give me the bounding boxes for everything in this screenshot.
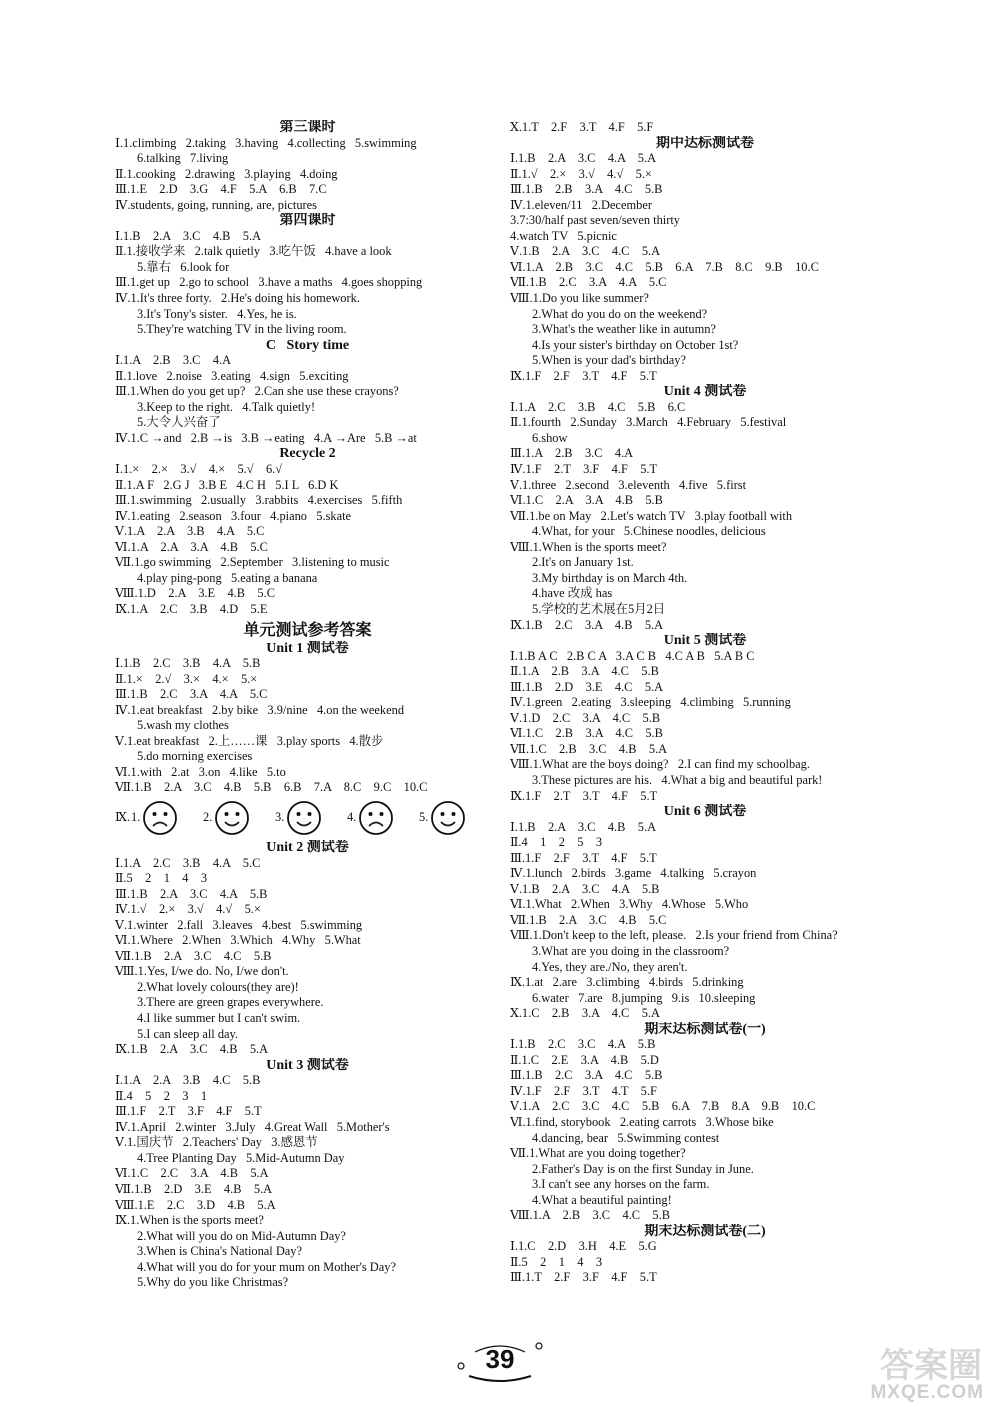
- faces-row: [115, 796, 500, 840]
- answer-line: Ⅴ.1.D 2.C 3.A 4.C 5.B: [510, 710, 661, 725]
- answer-line: Ⅳ.1.eleven/11 2.December: [510, 197, 652, 212]
- answer-line: Ⅲ.1.A 2.B 3.C 4.A: [510, 446, 634, 461]
- section-heading: C Story time: [265, 337, 350, 353]
- section-heading: 单元测试参考答案: [243, 621, 372, 639]
- happy-face-icon: [286, 800, 322, 836]
- page-number: [455, 1338, 545, 1386]
- answer-line: Ⅲ.1.T 2.F 3.F 4.F 5.T: [510, 1270, 657, 1285]
- answer-line: Ⅳ.students, going, running, are, pictures: [115, 197, 317, 212]
- answer-line: 5.When is your dad's birthday?: [532, 353, 686, 368]
- answer-line: Ⅵ.1.C 2.C 3.A 4.B 5.A: [115, 1166, 269, 1181]
- section-heading: Unit 6 测试卷: [663, 804, 747, 820]
- answer-line: Ⅰ.1.B 2.C 3.B 4.A 5.B: [115, 656, 261, 671]
- answer-line: Ⅳ.1.√ 2.× 3.√ 4.√ 5.×: [115, 902, 261, 917]
- answer-line: Ⅷ.1.Don't keep to the left, please. 2.Is your friend from China?: [510, 928, 838, 943]
- answer-line: 3.What's the weather like in autumn?: [532, 322, 716, 337]
- answer-line: Ⅰ.1.C 2.D 3.H 4.E 5.G: [510, 1239, 657, 1254]
- answer-line: Ⅳ.1.C →and 2.B →is 3.B →eating 4.A →Are 5.B →at: [115, 430, 417, 445]
- answer-line: Ⅴ.1.winter 2.fall 3.leaves 4.best 5.swimming: [115, 917, 363, 932]
- answer-line: Ⅵ.1.C 2.A 3.A 4.B 5.B: [510, 493, 663, 508]
- face-label: 1.: [131, 810, 141, 825]
- face-answer: [275, 800, 322, 836]
- answer-line: Ⅳ.1.lunch 2.birds 3.game 4.talking 5.crayon: [510, 866, 757, 881]
- answer-line: Ⅶ.1.What are you doing together?: [510, 1146, 686, 1161]
- answer-line: Ⅲ.1.B 2.C 3.A 4.A 5.C: [115, 687, 268, 702]
- answer-line: 2.It's on January 1st.: [532, 555, 634, 570]
- answer-line: Ⅶ.1.go swimming 2.September 3.listening to music: [115, 555, 390, 570]
- sad-face-icon: [142, 800, 178, 836]
- answer-line: Ⅲ.1.swimming 2.usually 3.rabbits 4.exercises 5.fifth: [115, 493, 403, 508]
- answer-line: Ⅶ.1.B 2.A 3.C 4.B 5.C: [510, 912, 667, 927]
- answer-line: Ⅸ.1.F 2.F 3.T 4.F 5.T: [510, 368, 657, 383]
- answer-line: 4.What will you do for your mum on Mother's Day?: [137, 1259, 396, 1274]
- answer-line: Ⅳ.1.April 2.winter 3.July 4.Great Wall 5.Mother's: [115, 1119, 390, 1134]
- faces-row-label: Ⅸ.: [115, 809, 131, 824]
- answer-line: Ⅴ.1.国庆节 2.Teachers' Day 3.感恩节: [115, 1135, 318, 1150]
- answer-line: Ⅰ.1.B A C 2.B C A 3.A C B 4.C A B 5.A B C: [510, 648, 755, 663]
- answer-line: Ⅱ.4 5 2 3 1: [115, 1088, 208, 1103]
- answer-line: Ⅲ.1.B 2.C 3.A 4.C 5.B: [510, 1068, 663, 1083]
- answer-line: Ⅴ.1.B 2.A 3.C 4.A 5.B: [510, 881, 660, 896]
- answer-line: Ⅹ.1.C 2.B 3.A 4.C 5.A: [510, 1006, 660, 1021]
- answer-line: Ⅴ.1.A 2.A 3.B 4.A 5.C: [115, 524, 265, 539]
- answer-line: 4.play ping-pong 5.eating a banana: [137, 570, 318, 585]
- answer-line: 3.My birthday is on March 4th.: [532, 570, 688, 585]
- answer-line: Ⅰ.1.A 2.B 3.C 4.A: [115, 353, 232, 368]
- answer-line: 4.watch TV 5.picnic: [510, 228, 617, 243]
- watermark-logo: 答案圈: [880, 1346, 982, 1386]
- answer-line: Ⅰ.1.A 2.A 3.B 4.C 5.B: [115, 1073, 261, 1088]
- answer-line: Ⅴ.1.eat breakfast 2.上……课 3.play sports 4.散步: [115, 733, 384, 748]
- answer-line: Ⅵ.1.C 2.B 3.A 4.C 5.B: [510, 726, 663, 741]
- answer-line: Ⅰ.1.B 2.C 3.C 4.A 5.B: [510, 1037, 656, 1052]
- answer-line: Ⅱ.1.fourth 2.Sunday 3.March 4.February 5.festival: [510, 415, 787, 430]
- section-heading: 期中达标测试卷: [656, 135, 754, 151]
- page-number-text: 39: [485, 1344, 515, 1374]
- answer-line: 4.Is your sister's birthday on October 1st?: [532, 337, 739, 352]
- answer-line: 5.wash my clothes: [137, 718, 229, 733]
- answer-line: Ⅱ.1.× 2.√ 3.× 4.× 5.×: [115, 671, 258, 686]
- answer-line: Ⅱ.1.A F 2.G J 3.B E 4.C H 5.I L 6.D K: [115, 477, 339, 492]
- answer-line: 3.These pictures are his. 4.What a big and beautiful park!: [532, 772, 823, 787]
- answer-line: Ⅸ.1.at 2.are 3.climbing 4.birds 5.drinking: [510, 975, 744, 990]
- answer-line: Ⅰ.1.B 2.A 3.C 4.A 5.A: [510, 151, 657, 166]
- watermark: [820, 1338, 990, 1408]
- answer-line: Ⅳ.1.eat breakfast 2.by bike 3.9/nine 4.on the weekend: [115, 702, 405, 717]
- answer-line: Ⅰ.1.A 2.C 3.B 4.C 5.B 6.C: [510, 399, 686, 414]
- answer-line: 5.学校的艺术展在5月2日: [532, 601, 666, 616]
- answer-line: Ⅲ.1.E 2.D 3.G 4.F 5.A 6.B 7.C: [115, 182, 327, 197]
- answer-line: Ⅱ.1.love 2.noise 3.eating 4.sign 5.exciting: [115, 368, 349, 383]
- answer-line: 3.Keep to the right. 4.Talk quietly!: [137, 399, 316, 414]
- answer-line: 3.I can't see any horses on the farm.: [532, 1177, 710, 1192]
- answer-line: Ⅳ.1.F 2.F 3.T 4.T 5.F: [510, 1083, 657, 1098]
- answer-line: Ⅷ.1.E 2.C 3.D 4.B 5.A: [115, 1197, 276, 1212]
- answer-line: 4.have 改成 has: [532, 586, 613, 601]
- answer-line: Ⅶ.1.B 2.D 3.E 4.B 5.A: [115, 1182, 273, 1196]
- face-answer: [419, 800, 466, 836]
- answer-line: Ⅱ.5 2 1 4 3: [510, 1254, 603, 1269]
- answer-line: Ⅰ.1.B 2.A 3.C 4.B 5.A: [115, 228, 262, 243]
- answer-line: Ⅵ.1.A 2.A 3.A 4.B 5.C: [115, 539, 268, 554]
- face-answer: [131, 800, 178, 836]
- answer-line: 3.When is China's National Day?: [137, 1244, 302, 1259]
- section-heading: 期末达标测试卷(二): [644, 1223, 766, 1239]
- answer-line: 4.What a beautiful painting!: [532, 1192, 672, 1207]
- answer-line: Ⅱ.1.C 2.E 3.A 4.B 5.D: [510, 1052, 659, 1067]
- answer-line: 5.do morning exercises: [137, 749, 253, 764]
- section-heading: Recycle 2: [279, 446, 336, 462]
- answer-line: 2.What will you do on Mid-Autumn Day?: [137, 1228, 346, 1243]
- answer-line: Ⅱ.5 2 1 4 3: [115, 871, 208, 886]
- answer-line: Ⅱ.1.A 2.B 3.A 4.C 5.B: [510, 664, 659, 679]
- answer-line: 2.What do you do on the weekend?: [532, 306, 708, 321]
- section-heading: 期末达标测试卷(一): [644, 1021, 766, 1037]
- answer-line: Ⅲ.1.get up 2.go to school 3.have a maths 4.goes shopping: [115, 275, 423, 290]
- answer-line: Ⅳ.1.eating 2.season 3.four 4.piano 5.skate: [115, 508, 352, 523]
- answer-line: 5.大令人兴奋了: [137, 415, 221, 430]
- section-heading: Unit 5 测试卷: [663, 633, 747, 649]
- section-heading: Unit 3 测试卷: [266, 1057, 349, 1073]
- answer-line: 4.dancing, bear 5.Swimming contest: [532, 1130, 720, 1145]
- answer-line: 4.Tree Planting Day 5.Mid-Autumn Day: [137, 1150, 345, 1165]
- answer-line: Ⅶ.1.B 2.A 3.C 4.B 5.B 6.B 7.A 8.C 9.C 10.C: [115, 780, 428, 795]
- section-heading: Unit 1 测试卷: [266, 640, 349, 656]
- answer-line: Ⅲ.1.B 2.D 3.E 4.C 5.A: [510, 679, 664, 694]
- face-label: 5.: [419, 810, 429, 825]
- answer-line: 2.What lovely colours(they are)!: [137, 979, 299, 994]
- answer-line: Ⅶ.1.B 2.C 3.A 4.A 5.C: [510, 275, 667, 290]
- answer-line: Ⅲ.1.F 2.F 3.T 4.F 5.T: [510, 850, 657, 865]
- answer-line: Ⅰ.1.climbing 2.taking 3.having 4.collecting 5.swimming: [115, 135, 417, 150]
- answer-line: 5.靠右 6.look for: [137, 259, 230, 274]
- answer-line: Ⅸ.1.A 2.C 3.B 4.D 5.E: [115, 601, 268, 616]
- answer-line: Ⅰ.1.B 2.A 3.C 4.B 5.A: [510, 819, 657, 834]
- answer-line: 3.What are you doing in the classroom?: [532, 943, 730, 958]
- face-label: 3.: [275, 810, 285, 825]
- answer-line: 4.Yes, they are./No, they aren't.: [532, 959, 688, 974]
- answer-line: Ⅷ.1.What are the boys doing? 2.I can find my schoolbag.: [510, 757, 810, 772]
- answer-line: Ⅹ.1.T 2.F 3.T 4.F 5.F: [510, 120, 654, 134]
- left-column: [115, 120, 500, 1291]
- answer-line: 3.There are green grapes everywhere.: [137, 995, 324, 1010]
- happy-face-icon: [430, 800, 466, 836]
- answer-line: Ⅵ.1.Where 2.When 3.Which 4.Why 5.What: [115, 933, 361, 948]
- section-heading: Unit 2 测试卷: [266, 839, 349, 855]
- answer-line: Ⅵ.1.A 2.B 3.C 4.C 5.B 6.A 7.B 8.C 9.B 10.C: [510, 259, 819, 274]
- answer-line: Ⅰ.1.A 2.C 3.B 4.A 5.C: [115, 855, 261, 870]
- face-label: 2.: [203, 810, 213, 825]
- answer-line: 4.I like summer but I can't swim.: [137, 1010, 301, 1025]
- answer-line: Ⅴ.1.B 2.A 3.C 4.C 5.A: [510, 244, 661, 259]
- answer-line: 5.They're watching TV in the living room.: [137, 322, 347, 337]
- answer-line: Ⅵ.1.with 2.at 3.on 4.like 5.to: [115, 764, 286, 779]
- answer-line: Ⅱ.1.cooking 2.drawing 3.playing 4.doing: [115, 166, 338, 181]
- answer-line: Ⅴ.1.three 2.second 3.eleventh 4.five 5.first: [510, 477, 747, 492]
- answer-line: Ⅱ.4 1 2 5 3: [510, 835, 603, 850]
- answer-line: Ⅷ.1.D 2.A 3.E 4.B 5.C: [115, 586, 275, 601]
- answer-line: Ⅲ.1.F 2.T 3.F 4.F 5.T: [115, 1104, 262, 1119]
- answer-line: Ⅵ.1.find, storybook 2.eating carrots 3.Whose bike: [510, 1115, 774, 1129]
- happy-face-icon: [214, 800, 250, 836]
- answer-line: Ⅴ.1.A 2.C 3.C 4.C 5.B 6.A 7.B 8.A 9.B 10.C: [510, 1099, 816, 1114]
- answer-line: 6.show: [532, 430, 568, 445]
- answer-line: Ⅶ.1.be on May 2.Let's watch TV 3.play football with: [510, 508, 793, 523]
- section-heading: Unit 4 测试卷: [663, 384, 747, 400]
- answer-line: Ⅲ.1.When do you get up? 2.Can she use these crayons?: [115, 384, 399, 399]
- answer-line: Ⅷ.1.When is the sports meet?: [510, 539, 667, 554]
- section-heading: 第三课时: [279, 120, 336, 135]
- face-label: 4.: [347, 810, 357, 825]
- answer-line: Ⅸ.1.F 2.T 3.T 4.F 5.T: [510, 788, 658, 803]
- answer-line: 6.talking 7.living: [137, 151, 229, 166]
- answer-line: Ⅳ.1.green 2.eating 3.sleeping 4.climbing 5.running: [510, 695, 791, 710]
- answer-line: Ⅸ.1.When is the sports meet?: [115, 1213, 264, 1228]
- answer-line: Ⅲ.1.B 2.B 3.A 4.C 5.B: [510, 182, 663, 197]
- answer-line: Ⅳ.1.F 2.T 3.F 4.F 5.T: [510, 462, 658, 477]
- answer-line: Ⅸ.1.B 2.C 3.A 4.B 5.A: [510, 617, 664, 632]
- section-heading: 第四课时: [279, 213, 336, 229]
- answer-line: Ⅷ.1.Do you like summer?: [510, 291, 649, 306]
- answer-line: Ⅸ.1.B 2.A 3.C 4.B 5.A: [115, 1042, 269, 1057]
- answer-line: 3.It's Tony's sister. 4.Yes, he is.: [137, 306, 297, 321]
- answer-line: Ⅶ.1.C 2.B 3.C 4.B 5.A: [510, 741, 668, 756]
- answer-line: Ⅰ.1.× 2.× 3.√ 4.× 5.√ 6.√: [115, 462, 283, 477]
- sad-face-icon: [358, 800, 394, 836]
- watermark-url: MXQE.COM: [870, 1382, 984, 1403]
- right-column: [510, 120, 900, 1286]
- answer-line: Ⅷ.1.A 2.B 3.C 4.C 5.B: [510, 1208, 670, 1223]
- answer-line: 4.What, for your 5.Chinese noodles, delicious: [532, 524, 766, 539]
- answer-line: 2.Father's Day is on the first Sunday in June.: [532, 1161, 754, 1176]
- answer-line: 5.Why do you like Christmas?: [137, 1275, 289, 1290]
- answer-line: Ⅱ.1.√ 2.× 3.√ 4.√ 5.×: [510, 166, 652, 181]
- answer-line: 6.water 7.are 8.jumping 9.is 10.sleeping: [532, 990, 756, 1005]
- face-answer: [203, 800, 250, 836]
- answer-line: Ⅶ.1.B 2.A 3.C 4.C 5.B: [115, 948, 272, 963]
- answer-line: Ⅳ.1.It's three forty. 2.He's doing his homework.: [115, 291, 360, 306]
- answer-line: 3.7:30/half past seven/seven thirty: [510, 213, 680, 228]
- answer-line: Ⅷ.1.Yes, I/we do. No, I/we don't.: [115, 964, 289, 979]
- answer-line: Ⅵ.1.What 2.When 3.Why 4.Whose 5.Who: [510, 897, 749, 912]
- face-answer: [347, 800, 394, 836]
- answer-line: Ⅱ.1.接收学来 2.talk quietly 3.吃午饭 4.have a look: [115, 244, 392, 259]
- answer-line: Ⅲ.1.B 2.A 3.C 4.A 5.B: [115, 886, 268, 901]
- answer-line: 5.I can sleep all day.: [137, 1026, 239, 1041]
